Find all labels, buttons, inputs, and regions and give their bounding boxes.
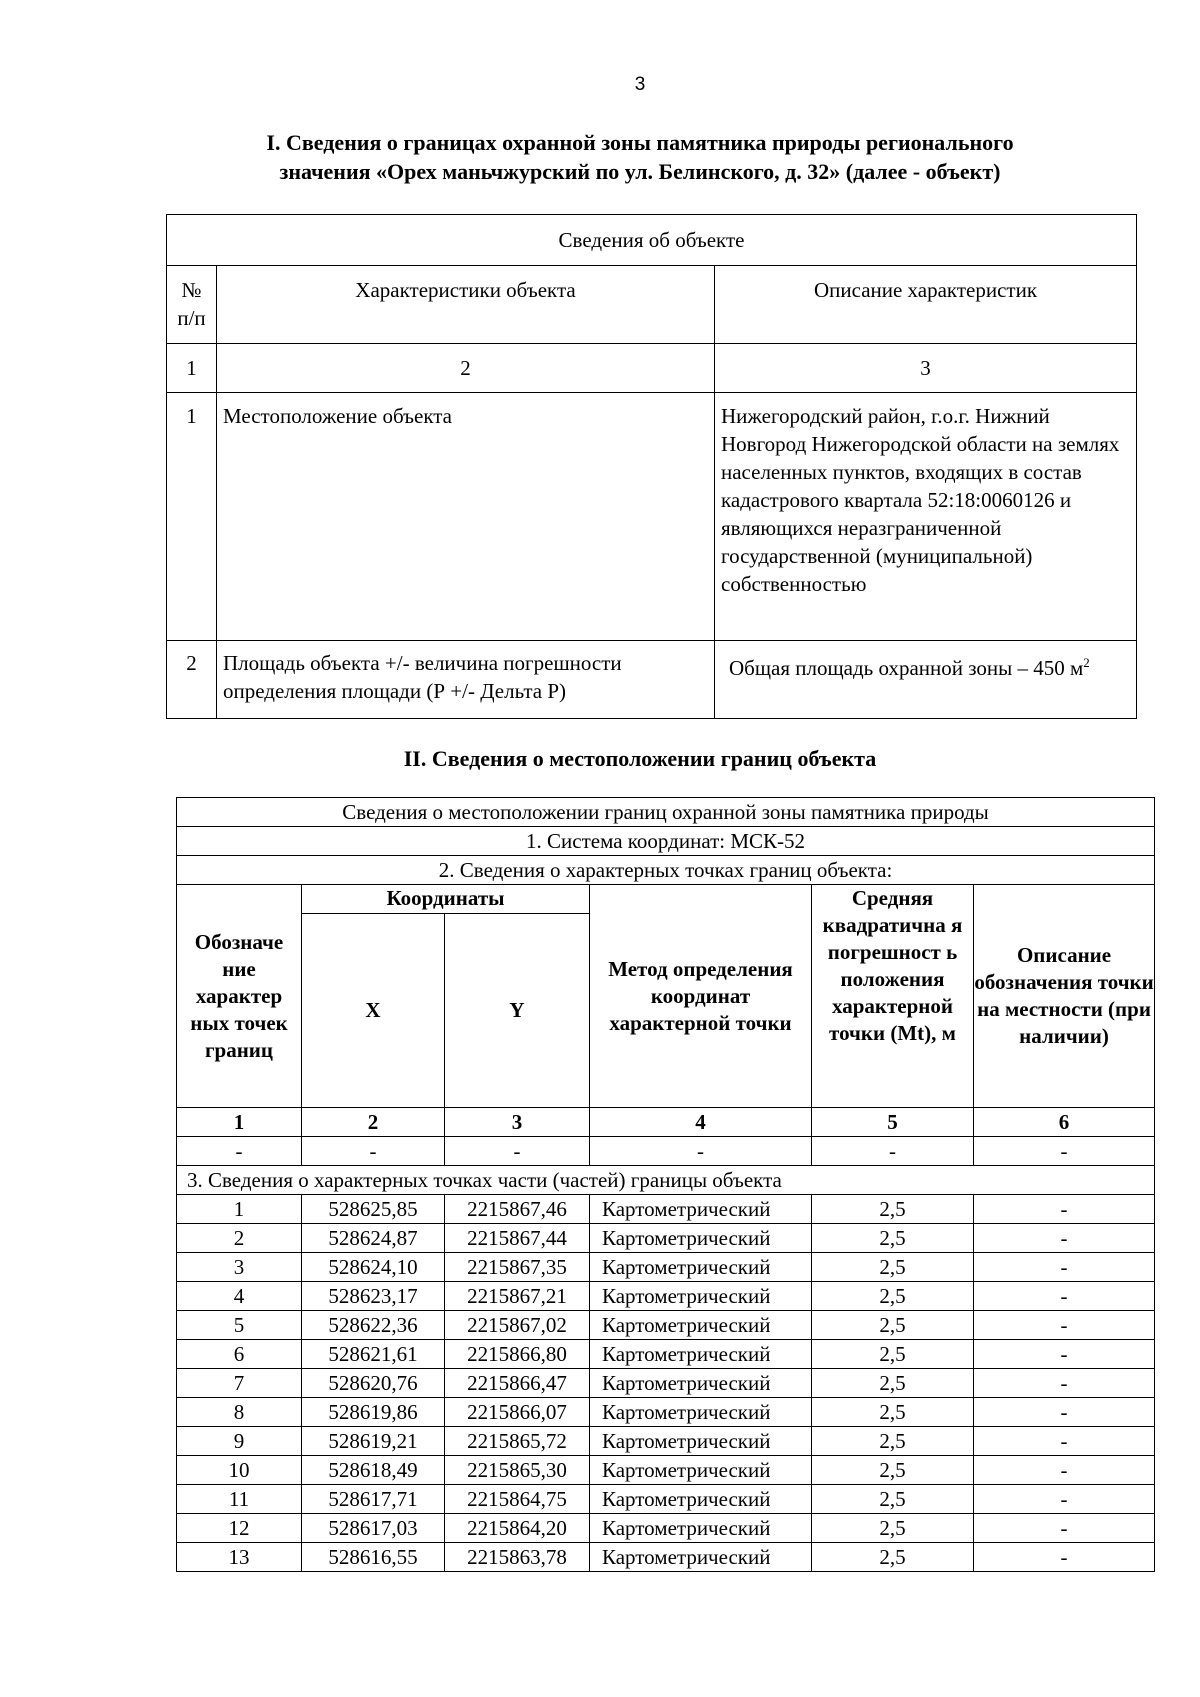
point-description: -	[974, 1427, 1155, 1456]
point-number: 8	[177, 1398, 302, 1427]
point-method: Картометрический	[590, 1427, 812, 1456]
col-header-x: X	[302, 914, 445, 1108]
point-method: Картометрический	[590, 1253, 812, 1282]
section1-title	[0, 128, 1200, 186]
part-points-title: 3. Сведения о характерных точках части (частей) границы объекта	[177, 1166, 1155, 1195]
row-characteristic: Площадь объекта +/- величина погрешности определения площади (Р +/- Дельта Р)	[217, 641, 715, 719]
empty-cell: -	[590, 1137, 812, 1166]
point-description: -	[974, 1224, 1155, 1253]
col-header-description: Описание обозначения точки на местности (при наличии)	[974, 885, 1155, 1108]
point-error: 2,5	[812, 1398, 974, 1427]
point-error: 2,5	[812, 1195, 974, 1224]
point-number: 13	[177, 1543, 302, 1572]
object-info-table-title: Сведения об объекте	[167, 215, 1137, 266]
point-description: -	[974, 1340, 1155, 1369]
point-y: 2215866,80	[445, 1340, 590, 1369]
col-index: 1	[177, 1108, 302, 1137]
point-error: 2,5	[812, 1311, 974, 1340]
point-x: 528625,85	[302, 1195, 445, 1224]
point-method: Картометрический	[590, 1543, 812, 1572]
point-method: Картометрический	[590, 1398, 812, 1427]
boundary-table-title: Сведения о местоположении границ охранной зоны памятника природы	[177, 798, 1155, 827]
page-number: 3	[634, 74, 646, 95]
section2-title: II. Сведения о местоположении границ объекта	[403, 746, 877, 771]
point-number: 5	[177, 1311, 302, 1340]
point-y: 2215865,72	[445, 1427, 590, 1456]
table-row	[177, 1340, 1155, 1369]
point-method: Картометрический	[590, 1224, 812, 1253]
point-method: Картометрический	[590, 1514, 812, 1543]
table-row	[177, 1224, 1155, 1253]
point-number: 1	[177, 1195, 302, 1224]
object-info-table	[166, 214, 1137, 719]
point-y: 2215867,02	[445, 1311, 590, 1340]
col-index: 2	[217, 344, 715, 393]
col-index: 1	[167, 344, 217, 393]
point-error: 2,5	[812, 1340, 974, 1369]
point-x: 528620,76	[302, 1369, 445, 1398]
point-y: 2215866,07	[445, 1398, 590, 1427]
point-y: 2215867,44	[445, 1224, 590, 1253]
col-header-description: Описание характеристик	[715, 266, 1137, 344]
table-row	[177, 1398, 1155, 1427]
point-number: 4	[177, 1282, 302, 1311]
col-header-designation: Обозначе ние характер ных точек границ	[177, 885, 302, 1108]
point-y: 2215864,75	[445, 1485, 590, 1514]
row-description	[715, 641, 1137, 719]
point-method: Картометрический	[590, 1340, 812, 1369]
table-row	[177, 1485, 1155, 1514]
point-y: 2215867,35	[445, 1253, 590, 1282]
table-row	[177, 1427, 1155, 1456]
section1-title-line2: значения «Орех маньчжурский по ул. Белинского, д. 32» (далее - объект)	[279, 159, 1001, 184]
point-number: 6	[177, 1340, 302, 1369]
row-characteristic: Местоположение объекта	[217, 393, 715, 641]
point-description: -	[974, 1543, 1155, 1572]
points-table-body	[177, 1195, 1155, 1572]
point-number: 11	[177, 1485, 302, 1514]
point-x: 528619,86	[302, 1398, 445, 1427]
point-number: 12	[177, 1514, 302, 1543]
point-x: 528622,36	[302, 1311, 445, 1340]
point-method: Картометрический	[590, 1195, 812, 1224]
point-description: -	[974, 1195, 1155, 1224]
point-y: 2215864,20	[445, 1514, 590, 1543]
boundary-points-table	[176, 797, 1155, 1572]
col-index: 3	[445, 1108, 590, 1137]
col-index: 2	[302, 1108, 445, 1137]
point-x: 528618,49	[302, 1456, 445, 1485]
point-error: 2,5	[812, 1282, 974, 1311]
point-x: 528624,87	[302, 1224, 445, 1253]
area-unit-superscript: 2	[1083, 655, 1090, 670]
characteristic-points-title: 2. Сведения о характерных точках границ объекта:	[177, 856, 1155, 885]
point-description: -	[974, 1514, 1155, 1543]
col-index: 3	[715, 344, 1137, 393]
point-description: -	[974, 1369, 1155, 1398]
point-x: 528623,17	[302, 1282, 445, 1311]
table-row	[177, 1514, 1155, 1543]
point-error: 2,5	[812, 1427, 974, 1456]
point-y: 2215863,78	[445, 1543, 590, 1572]
empty-cell: -	[177, 1137, 302, 1166]
empty-cell: -	[445, 1137, 590, 1166]
col-header-characteristics: Характеристики объекта	[217, 266, 715, 344]
point-error: 2,5	[812, 1456, 974, 1485]
point-x: 528621,61	[302, 1340, 445, 1369]
point-description: -	[974, 1398, 1155, 1427]
col-index: 6	[974, 1108, 1155, 1137]
col-header-method: Метод определения координат характерной точки	[590, 885, 812, 1108]
point-method: Картометрический	[590, 1282, 812, 1311]
point-error: 2,5	[812, 1543, 974, 1572]
point-description: -	[974, 1485, 1155, 1514]
table-row	[177, 1195, 1155, 1224]
point-method: Картометрический	[590, 1311, 812, 1340]
point-x: 528619,21	[302, 1427, 445, 1456]
point-error: 2,5	[812, 1514, 974, 1543]
row-description: Нижегородский район, г.о.г. Нижний Новгород Нижегородской области на землях населенных пунктов, входящих в состав кадастрового квартала 52:18:0060126 и являющихся неразграниченной государственной (муниципальной) собственностью	[715, 393, 1137, 641]
point-y: 2215866,47	[445, 1369, 590, 1398]
col-header-number: № п/п	[167, 266, 217, 344]
point-y: 2215867,46	[445, 1195, 590, 1224]
point-x: 528617,71	[302, 1485, 445, 1514]
point-y: 2215867,21	[445, 1282, 590, 1311]
table-row	[177, 1456, 1155, 1485]
point-number: 3	[177, 1253, 302, 1282]
point-x: 528616,55	[302, 1543, 445, 1572]
empty-cell: -	[974, 1137, 1155, 1166]
col-index: 5	[812, 1108, 974, 1137]
col-header-coordinates: Координаты	[302, 885, 590, 914]
point-description: -	[974, 1456, 1155, 1485]
table-row	[177, 1253, 1155, 1282]
col-index: 4	[590, 1108, 812, 1137]
point-description: -	[974, 1282, 1155, 1311]
point-number: 7	[177, 1369, 302, 1398]
area-text: Общая площадь охранной зоны – 450 м	[729, 656, 1084, 680]
coordinate-system: 1. Система координат: МСК-52	[177, 827, 1155, 856]
point-x: 528617,03	[302, 1514, 445, 1543]
point-y: 2215865,30	[445, 1456, 590, 1485]
point-number: 2	[177, 1224, 302, 1253]
point-method: Картометрический	[590, 1369, 812, 1398]
empty-cell: -	[302, 1137, 445, 1166]
point-error: 2,5	[812, 1253, 974, 1282]
row-number: 1	[167, 393, 217, 641]
point-x: 528624,10	[302, 1253, 445, 1282]
point-description: -	[974, 1311, 1155, 1340]
point-error: 2,5	[812, 1224, 974, 1253]
point-description: -	[974, 1253, 1155, 1282]
table-row	[177, 1543, 1155, 1572]
col-header-y: Y	[445, 914, 590, 1108]
point-method: Картометрический	[590, 1485, 812, 1514]
section1-title-line1: I. Сведения о границах охранной зоны памятника природы регионального	[266, 130, 1014, 155]
point-error: 2,5	[812, 1369, 974, 1398]
point-number: 9	[177, 1427, 302, 1456]
point-method: Картометрический	[590, 1456, 812, 1485]
point-number: 10	[177, 1456, 302, 1485]
row-number: 2	[167, 641, 217, 719]
table-row	[177, 1282, 1155, 1311]
empty-cell: -	[812, 1137, 974, 1166]
table-row	[177, 1311, 1155, 1340]
point-error: 2,5	[812, 1485, 974, 1514]
col-header-error: Средняя квадратична я погрешност ь положения характерной точки (Mt), м	[812, 885, 974, 1108]
table-row	[177, 1369, 1155, 1398]
